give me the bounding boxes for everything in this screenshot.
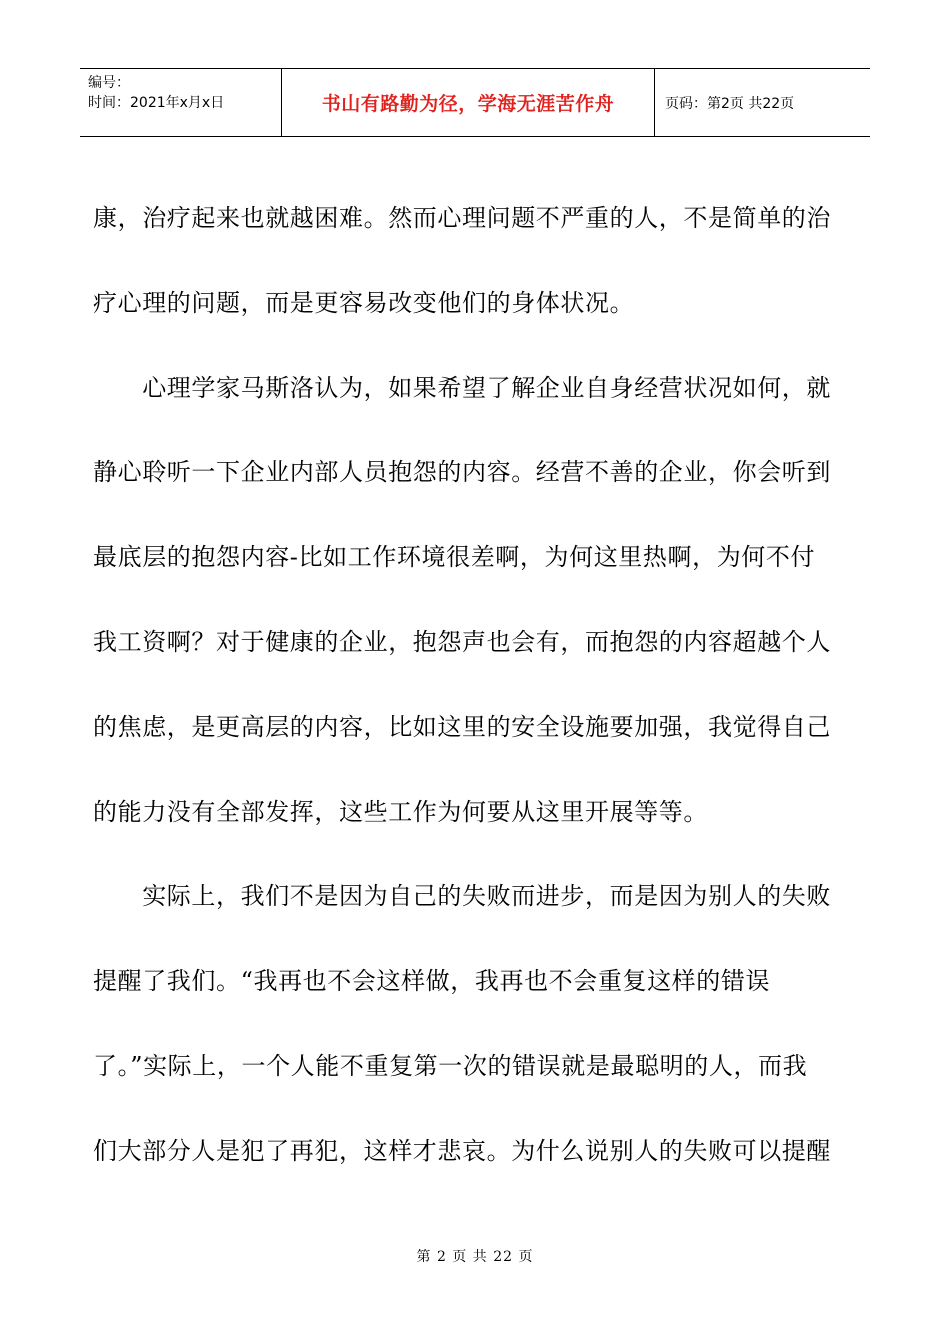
text-line: 疗心理的问题，而是更容易改变他们的身体状况。 [93,288,635,317]
text-line: 的能力没有全部发挥，这些工作为何要从这里开展等等。 [93,797,708,826]
header-meta [80,69,282,136]
text-line: 康，治疗起来也就越困难。然而心理问题不严重的人，不是简单的治 [93,204,831,232]
text-line: 静心聆听一下企业内部人员抱怨的内容。经营不善的企业，你会听到 [93,458,831,487]
doc-date-label: 时间：2021年x月x日 [88,95,225,111]
text-line: 提醒了我们。“我再也不会这样做，我再也不会重复这样的错误 [93,967,771,996]
text-line: 实际上，我们不是因为自己的失败而进步，而是因为别人的失败 [93,882,831,911]
doc-number-label: 编号： [88,75,130,91]
page-header [80,68,870,137]
text-line: 我工资啊？对于健康的企业，抱怨声也会有，而抱怨的内容超越个人 [93,627,831,656]
text-line: 了。”实际上，一个人能不重复第一次的错误就是最聪明的人，而我 [93,1051,808,1080]
text-line: 最底层的抱怨内容-比如工作环境很差啊，为何这里热啊，为何不付 [93,543,816,572]
text-line: 们大部分人是犯了再犯，这样才悲哀。为什么说别人的失败可以提醒 [93,1136,831,1165]
text-line: 心理学家马斯洛认为，如果希望了解企业自身经营状况如何，就 [93,373,831,402]
document-body [93,190,863,1208]
page-footer: 第 2 页 共 22 页 [416,1249,534,1265]
header-page-info: 页码：第2页 共22页 [665,95,795,112]
header-motto: 书山有路勤为径，学海无涯苦作舟 [282,69,655,136]
text-line: 的焦虑，是更高层的内容，比如这里的安全设施要加强，我觉得自己 [93,712,831,741]
